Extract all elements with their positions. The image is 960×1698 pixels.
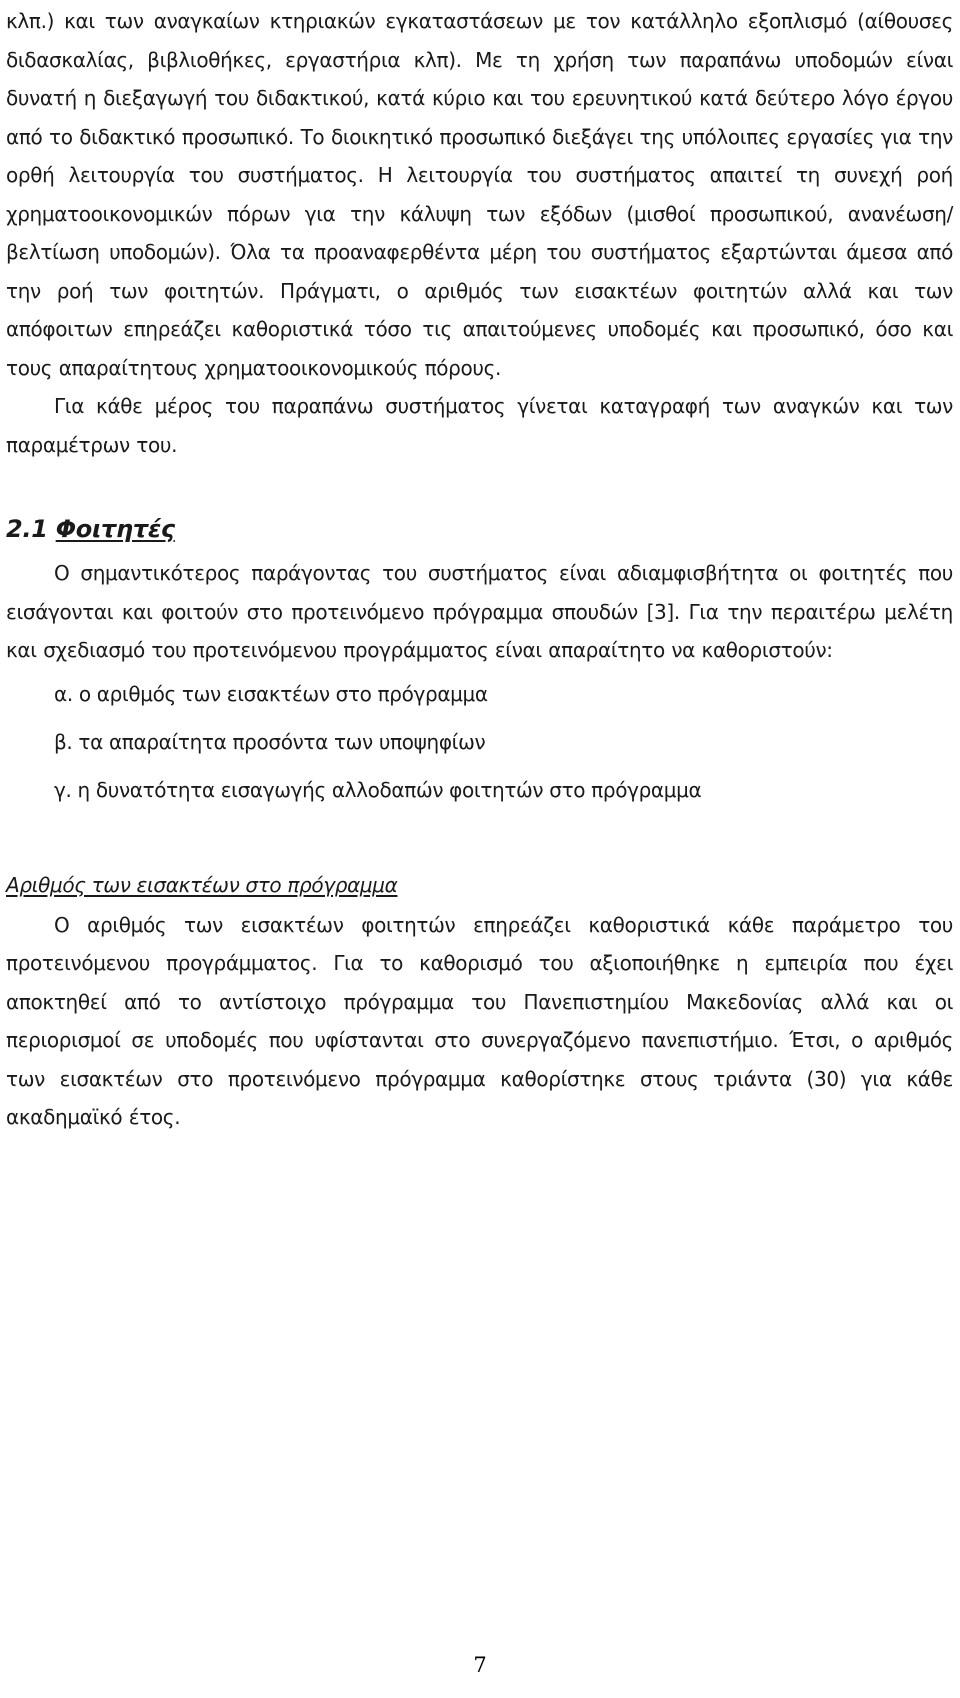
- section-heading: [6, 509, 953, 549]
- requirements-list: [6, 670, 953, 814]
- section-paragraph-1: Ο σημαντικότερος παράγοντας του συστήματος είναι αδιαμφισβήτητα οι φοιτητές που εισάγονται και φοιτούν στο προτεινόμενο πρόγραμμα σπουδών [3]. Για την περαιτέρω μελέτη και σχεδιασμό του προτεινόμενου προγράμματος είναι απαραίτητο να καθοριστούν:: [6, 561, 953, 662]
- subsection-title: Αριθμός των εισακτέων στο πρόγραμμα: [6, 872, 398, 897]
- section-title: Φοιτητές: [55, 515, 175, 543]
- list-item: γ. η δυνατότητα εισαγωγής αλλοδαπών φοιτητών στο πρόγραμμα: [54, 777, 702, 802]
- body-paragraph-1: κλπ.) και των αναγκαίων κτηριακών εγκαταστάσεων με τον κατάλληλο εξοπλισμό (αίθουσες διδασκαλίας, βιβλιοθήκες, εργαστήρια κλπ). Με τη χρήση των παραπάνω υποδομών είναι δυνατή η διεξαγωγή του διδακτικού, κατά κύριο και του ερευνητικού κατά δεύτερο λόγο έργου από το διδακτικό προσωπικό. Το διοικητικό προσωπικό διεξάγει της υπόλοιπες εργασίες για την ορθή λειτουργία του συστήματος. Η λειτουργία του συστήματος απαιτεί τη συνεχή ροή χρηματοοικονομικών πόρων για την κάλυψη των εξόδων (μισθοί προσωπικού, ανανέωση/ βελτίωση υποδομών). Όλα τα προαναφερθέντα μέρη του συστήματος εξαρτώνται άμεσα από την ροή των φοιτητών. Πράγματι, ο αριθμός των εισακτέων φοιτητών αλλά και των απόφοιτων επηρεάζει καθοριστικά τόσο τις απαιτούμενες υποδομές και προσωπικό, όσο και τους απαραίτητους χρηματοοικονομικούς πόρους.: [6, 9, 953, 380]
- subsection-paragraph: Ο αριθμός των εισακτέων φοιτητών επηρεάζει καθοριστικά κάθε παράμετρο του προτεινόμενου προγράμματος. Για το καθορισμό του αξιοποιήθηκε η εμπειρία που έχει αποκτηθεί από το αντίστοιχο πρόγραμμα του Πανεπιστημίου Μακεδονίας αλλά και οι περιορισμοί σε υποδομές που υφίστανται στο συνεργαζόμενο πανεπιστήμιο. Έτσι, ο αριθμός των εισακτέων στο προτεινόμενο πρόγραμμα καθορίστηκε στους τριάντα (30) για κάθε ακαδημαϊκό έτος.: [6, 912, 953, 1129]
- body-paragraph-2: Για κάθε μέρος του παραπάνω συστήματος γίνεται καταγραφή των αναγκών και των παραμέτρων του.: [6, 394, 953, 457]
- section-number: 2.1: [6, 515, 48, 543]
- page-number: 7: [473, 1653, 487, 1677]
- list-item: α. ο αριθμός των εισακτέων στο πρόγραμμα: [54, 681, 488, 706]
- list-item: β. τα απαραίτητα προσόντα των υποψηφίων: [54, 729, 486, 754]
